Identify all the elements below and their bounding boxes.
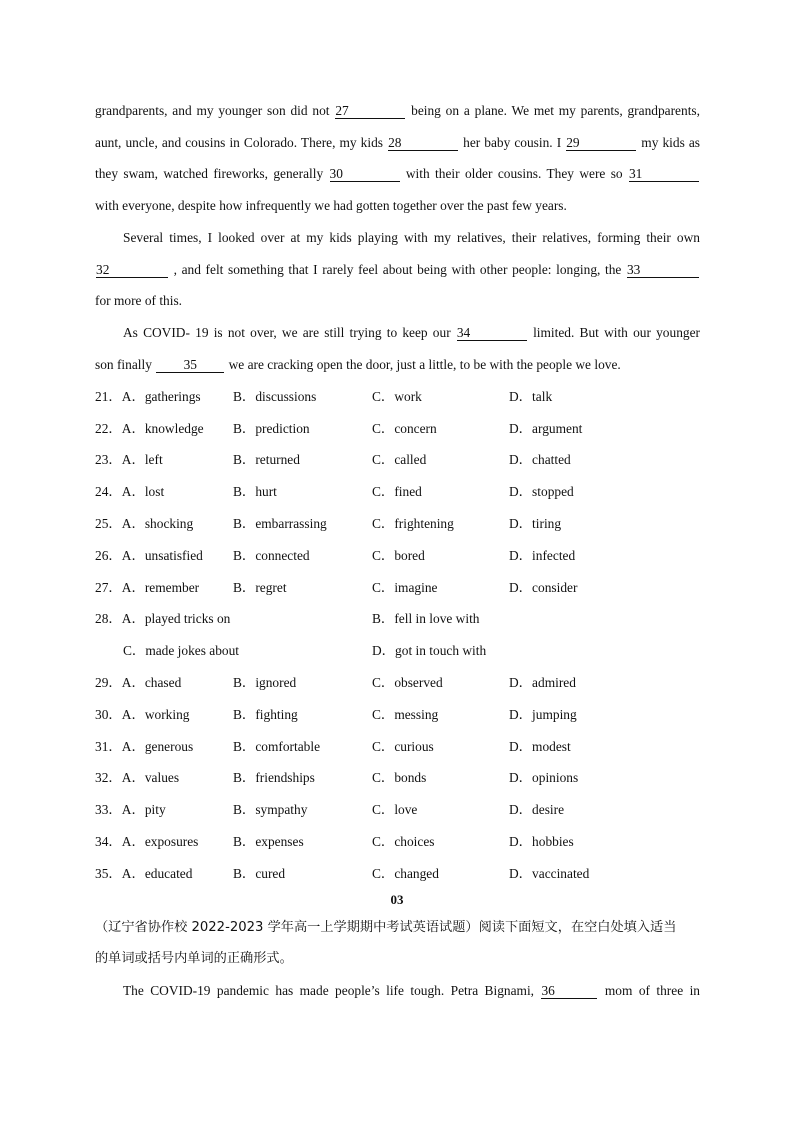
question-32 — [95, 768, 715, 788]
option-d[interactable]: D．stopped — [509, 484, 574, 499]
question-33 — [95, 800, 715, 820]
text: her baby cousin. I — [463, 135, 562, 150]
option-b[interactable]: B．friendships — [233, 770, 315, 785]
option-a[interactable]: 24．A．lost — [95, 484, 165, 499]
option-a[interactable]: 31．A．generous — [95, 739, 194, 754]
option-c[interactable]: C．fined — [372, 484, 422, 499]
question-30 — [95, 705, 715, 725]
option-d[interactable]: D．modest — [509, 739, 571, 754]
option-d[interactable]: D．infected — [509, 548, 576, 563]
question-34 — [95, 832, 715, 852]
text: mom of three in — [604, 983, 700, 998]
section-instruction-line-1: （辽宁省协作校 2022-2023 学年高一上学期期中考试英语试题）阅读下面短文，在空白处填入适当 — [95, 920, 677, 935]
option-d[interactable]: D．opinions — [509, 770, 579, 785]
option-d[interactable]: D．chatted — [509, 452, 571, 467]
option-b[interactable]: B．expenses — [233, 834, 304, 849]
text: grandparents, and my younger son did not — [95, 103, 330, 118]
option-a[interactable]: 25．A．shocking — [95, 516, 194, 531]
option-a[interactable]: 28．A．played tricks on — [95, 611, 231, 626]
question-25 — [95, 514, 715, 534]
blank-28[interactable]: 28 — [388, 135, 458, 151]
text: limited. But with our younger — [533, 325, 700, 340]
text: , and felt something that I rarely feel about being with other people: longing, the — [173, 262, 622, 277]
question-26 — [95, 546, 715, 566]
option-b[interactable]: B．embarrassing — [233, 516, 327, 531]
option-a[interactable]: 26．A．unsatisfied — [95, 548, 203, 563]
option-c[interactable]: C．called — [372, 452, 427, 467]
option-b[interactable]: B．comfortable — [233, 739, 321, 754]
option-b[interactable]: B．connected — [233, 548, 310, 563]
passage-line-9 — [95, 355, 700, 375]
question-28 — [95, 609, 715, 629]
option-b[interactable]: B．regret — [233, 580, 287, 595]
option-b[interactable]: B．discussions — [233, 389, 317, 404]
text: The COVID-19 pandemic has made people’s life tough. Petra Bignami, — [123, 983, 535, 998]
option-c[interactable]: C．work — [372, 389, 422, 404]
question-35 — [95, 864, 715, 884]
option-a[interactable]: 33．A．pity — [95, 802, 166, 817]
option-b[interactable]: B．ignored — [233, 675, 297, 690]
question-23 — [95, 450, 715, 470]
blank-34[interactable]: 34 — [457, 325, 527, 341]
option-b[interactable]: B．fighting — [233, 707, 298, 722]
option-b[interactable]: B．sympathy — [233, 802, 308, 817]
passage-2-line-1 — [123, 981, 700, 1001]
blank-36[interactable]: 36 — [541, 983, 597, 999]
question-24 — [95, 482, 715, 502]
question-22 — [95, 419, 715, 439]
option-a[interactable]: 29．A．chased — [95, 675, 182, 690]
option-a[interactable]: 35．A．educated — [95, 866, 193, 881]
section-number: 03 — [390, 892, 404, 907]
option-c[interactable]: C．frightening — [372, 516, 454, 531]
passage-line-1 — [95, 101, 700, 121]
option-b[interactable]: B．hurt — [233, 484, 277, 499]
option-a[interactable]: 21．A．gatherings — [95, 389, 201, 404]
option-c[interactable]: C．curious — [372, 739, 434, 754]
option-a[interactable]: 30．A．working — [95, 707, 190, 722]
question-31 — [95, 737, 715, 757]
blank-29[interactable]: 29 — [566, 135, 636, 151]
passage-line-5: Several times, I looked over at my kids playing with my relatives, their relatives, forming their own — [123, 230, 700, 245]
text: being on a plane. We met my parents, grandparents, — [411, 103, 700, 118]
option-d[interactable]: D．talk — [509, 389, 553, 404]
passage-line-7: for more of this. — [95, 293, 183, 308]
option-b[interactable]: B．fell in love with — [372, 611, 480, 626]
option-d[interactable]: D．tiring — [509, 516, 562, 531]
option-b[interactable]: B．returned — [233, 452, 300, 467]
question-21 — [95, 387, 715, 407]
option-c[interactable]: C．imagine — [372, 580, 438, 595]
option-c[interactable]: C．bonds — [372, 770, 427, 785]
option-c[interactable]: C．bored — [372, 548, 425, 563]
option-a[interactable]: 27．A．remember — [95, 580, 200, 595]
option-c[interactable]: C．messing — [372, 707, 439, 722]
option-c[interactable]: C．concern — [372, 421, 437, 436]
blank-27[interactable]: 27 — [335, 103, 405, 119]
option-b[interactable]: B．prediction — [233, 421, 310, 436]
passage-line-3 — [95, 164, 700, 184]
text: son finally — [95, 357, 152, 372]
option-c[interactable]: C．choices — [372, 834, 435, 849]
blank-35[interactable]: 35 — [156, 357, 224, 373]
text: with their older cousins. They were so — [405, 166, 623, 181]
option-d[interactable]: D．desire — [509, 802, 565, 817]
blank-33[interactable]: 33 — [627, 262, 699, 278]
option-a[interactable]: 23．A．left — [95, 452, 163, 467]
option-d[interactable]: D．hobbies — [509, 834, 574, 849]
option-b[interactable]: B．cured — [233, 866, 286, 881]
question-28-row-2 — [95, 641, 715, 661]
blank-30[interactable]: 30 — [330, 166, 400, 182]
text: As COVID- 19 is not over, we are still trying to keep our — [123, 325, 451, 340]
option-a[interactable]: 22．A．knowledge — [95, 421, 204, 436]
passage-line-6 — [95, 260, 700, 280]
text: we are cracking open the door, just a little, to be with the people we love. — [228, 357, 621, 372]
blank-31[interactable]: 31 — [629, 166, 699, 182]
option-c[interactable]: C．made jokes about — [123, 643, 240, 658]
passage-line-8 — [123, 323, 700, 343]
question-27 — [95, 578, 715, 598]
blank-32[interactable]: 32 — [96, 262, 168, 278]
passage-line-2 — [95, 133, 700, 153]
section-instruction-line-2: 的单词或括号内单词的正确形式。 — [95, 951, 293, 966]
text: they swam, watched fireworks, generally — [95, 166, 324, 181]
passage-line-4: with everyone, despite how infrequently we had gotten together over the past few years. — [95, 198, 567, 213]
option-d[interactable]: D．jumping — [509, 707, 577, 722]
option-d[interactable]: D．got in touch with — [372, 643, 487, 658]
option-c[interactable]: C．observed — [372, 675, 443, 690]
text: aunt, uncle, and cousins in Colorado. There, my kids — [95, 135, 383, 150]
option-c[interactable]: C．love — [372, 802, 418, 817]
option-c[interactable]: C．changed — [372, 866, 439, 881]
option-d[interactable]: D．consider — [509, 580, 578, 595]
option-d[interactable]: D．vaccinated — [509, 866, 590, 881]
text: my kids as — [641, 135, 700, 150]
option-d[interactable]: D．argument — [509, 421, 583, 436]
question-29 — [95, 673, 715, 693]
option-d[interactable]: D．admired — [509, 675, 576, 690]
option-a[interactable]: 34．A．exposures — [95, 834, 199, 849]
option-a[interactable]: 32．A．values — [95, 770, 180, 785]
